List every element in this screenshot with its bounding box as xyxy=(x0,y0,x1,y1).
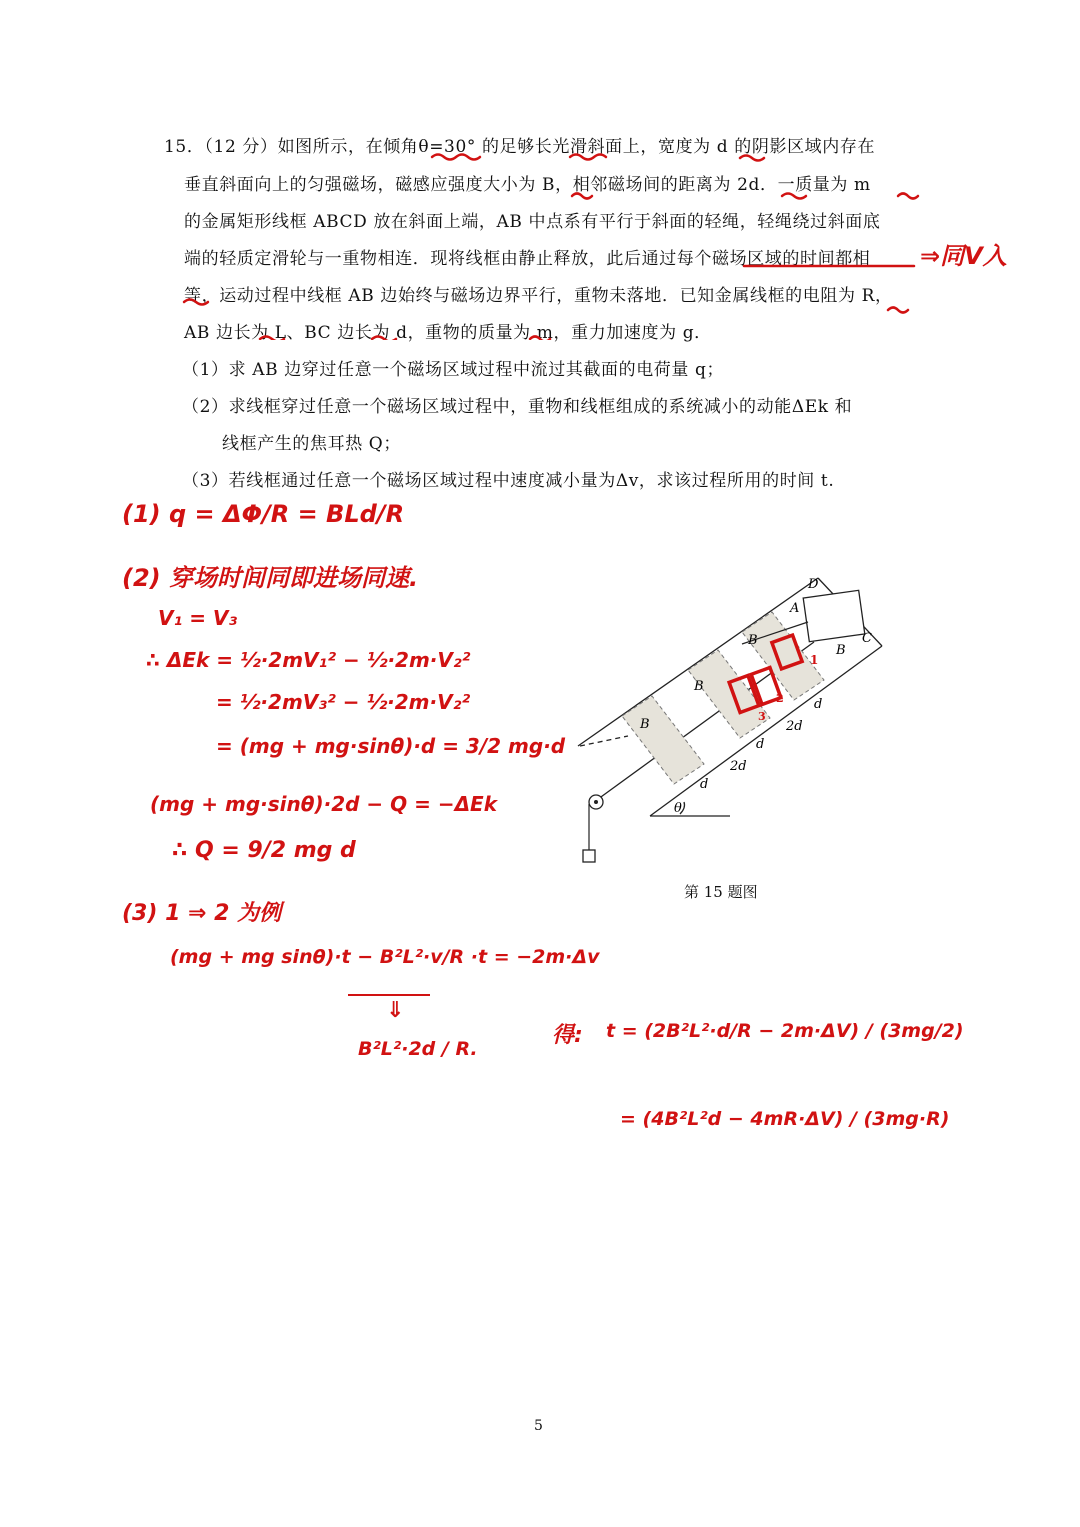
handwritten-number-1: 1 xyxy=(810,653,819,667)
handwritten-number-2: 2 xyxy=(776,692,784,705)
energy-equation: (mg + mg·sinθ)·2d − Q = −ΔEk xyxy=(150,792,498,816)
problem-line-4: 端的轻质定滑轮与一重物相连．现将线框由静止释放，此后通过每个磁场区域的时间都相 xyxy=(184,249,871,269)
question-3: （3）若线框通过任意一个磁场区域过程中速度减小量为Δv，求该过程所用的时间 t. xyxy=(182,471,835,491)
label-c-vertex: C xyxy=(862,631,872,646)
label-b-vertex: B xyxy=(836,643,846,658)
hanging-weight xyxy=(583,850,595,862)
heat-result: ∴ Q = 9/2 mg d xyxy=(172,838,356,863)
page-number: 5 xyxy=(534,1418,543,1434)
problem-line-3: 的金属矩形线框 ABCD 放在斜面上端，AB 中点系有平行于斜面的轻绳，轻绳绕过斜面底 xyxy=(184,212,881,232)
label-field-b-1: B xyxy=(748,633,758,648)
field-strip-lower xyxy=(622,696,704,784)
part1-answer: (1) q = ΔΦ/R = BLd/R xyxy=(122,500,405,528)
problem-line-5: 等，运动过程中线框 AB 边始终与磁场边界平行，重物未落地．已知金属线框的电阻为 R， xyxy=(184,286,893,306)
frame-abcd xyxy=(803,590,865,641)
label-2d-2: 2d xyxy=(730,759,747,774)
label-d-3: d xyxy=(700,777,709,792)
label-d-2: d xyxy=(756,737,765,752)
label-field-b-2: B xyxy=(694,679,704,694)
question-1: （1）求 AB 边穿过任意一个磁场区域过程中流过其截面的电荷量 q； xyxy=(182,360,725,380)
figure-caption: 第 15 题图 xyxy=(684,883,758,901)
question-2: （2）求线框穿过任意一个磁场区域过程中，重物和线框组成的系统减小的动能ΔEk 和 xyxy=(182,397,853,417)
problem-line-1: 15．（12 分）如图所示，在倾角θ=30° 的足够长光滑斜面上，宽度为 d 的阴影区域内存在 xyxy=(164,137,876,157)
label-theta: θ xyxy=(674,801,682,816)
part3-title: (3) 1 ⇒ 2 为例 xyxy=(122,901,282,926)
problem-line-2: 垂直斜面向上的匀强磁场，磁感应强度大小为 B，相邻磁场间的距离为 2d．一质量为 m xyxy=(184,175,871,195)
label-a-vertex: A xyxy=(790,601,800,616)
label-d-1: d xyxy=(814,697,823,712)
part2-title: (2) 穿场时间同即进场同速. xyxy=(122,564,419,592)
time-result-2: = (4B²L²d − 4mR·ΔV) / (3mg·R) xyxy=(620,1108,950,1130)
side-note: ⇒同V入 xyxy=(920,242,1007,270)
kinetic-energy-line-1: ∴ ΔEk = ½·2mV₁² − ½·2m·V₂² xyxy=(146,648,471,672)
label-d-vertex: D xyxy=(808,577,819,592)
result-label: 得: xyxy=(552,1023,583,1048)
label-field-b-3: B xyxy=(640,717,650,732)
momentum-equation: (mg + mg sinθ)·t − B²L²·v/R ·t = −2m·Δv xyxy=(170,946,600,968)
label-2d-1: 2d xyxy=(786,719,803,734)
kinetic-energy-line-2: = ½·2mV₃² − ½·2m·V₂² xyxy=(216,690,471,714)
incline-diagram xyxy=(570,568,910,868)
time-result-1: t = (2B²L²·d/R − 2m·ΔV) / (3mg/2) xyxy=(606,1020,964,1042)
kinetic-energy-line-3: = (mg + mg·sinθ)·d = 3/2 mg·d xyxy=(216,734,566,758)
implies-arrow: ⇓ xyxy=(386,998,405,1023)
annotation-underlines xyxy=(0,0,1080,340)
handwritten-number-3: 3 xyxy=(758,710,766,723)
brace-line xyxy=(348,994,430,996)
velocity-equality: V₁ = V₃ xyxy=(158,606,238,630)
problem-line-6: AB 边长为 L、BC 边长为 d，重物的质量为 m，重力加速度为 g． xyxy=(184,323,712,343)
impulse-term: B²L²·2d / R. xyxy=(358,1038,478,1060)
question-2-cont: 线框产生的焦耳热 Q； xyxy=(222,434,401,454)
